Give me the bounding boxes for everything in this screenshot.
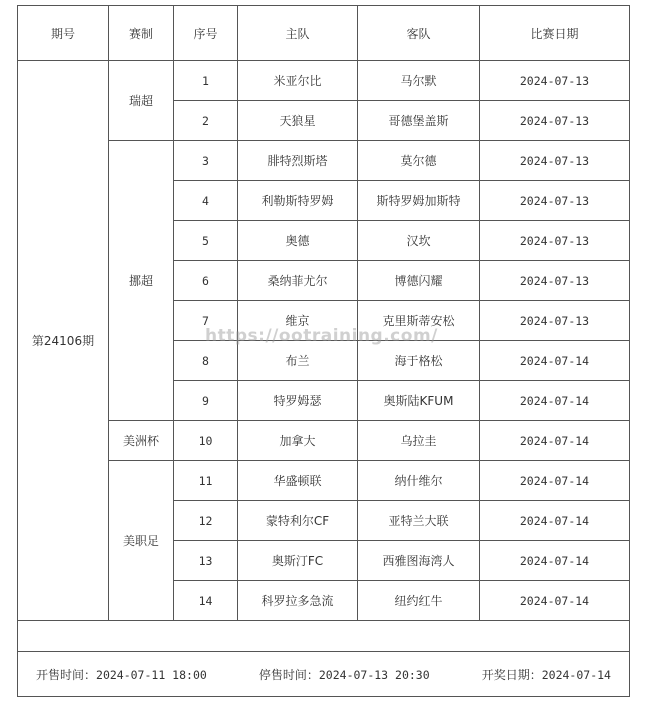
away-cell: 斯特罗姆加斯特 [358,181,480,221]
league-cell: 美洲杯 [109,421,174,461]
seq-cell: 7 [174,301,238,341]
home-cell: 桑纳菲尤尔 [238,261,358,301]
seq-cell: 14 [174,581,238,621]
header-away: 客队 [358,6,480,61]
league-cell: 瑞超 [109,61,174,141]
date-cell: 2024-07-14 [480,501,630,541]
away-cell: 莫尔德 [358,141,480,181]
home-cell: 利勒斯特罗姆 [238,181,358,221]
home-cell: 特罗姆瑟 [238,381,358,421]
issue-cell: 第24106期 [18,61,109,621]
seq-cell: 11 [174,461,238,501]
away-cell: 海于格松 [358,341,480,381]
table-row [18,141,630,181]
date-cell: 2024-07-13 [480,141,630,181]
seq-cell: 10 [174,421,238,461]
seq-cell: 6 [174,261,238,301]
away-cell: 克里斯蒂安松 [358,301,480,341]
date-cell: 2024-07-13 [480,301,630,341]
date-cell: 2024-07-13 [480,181,630,221]
date-cell: 2024-07-14 [480,581,630,621]
seq-cell: 3 [174,141,238,181]
header-row [18,6,630,61]
table-row [18,461,630,501]
away-cell: 哥德堡盖斯 [358,101,480,141]
away-cell: 博德闪耀 [358,261,480,301]
seq-cell: 5 [174,221,238,261]
date-cell: 2024-07-13 [480,261,630,301]
sale-info [18,666,629,683]
away-cell: 乌拉圭 [358,421,480,461]
away-cell: 纳什维尔 [358,461,480,501]
home-cell: 科罗拉多急流 [238,581,358,621]
watermark-text: https://ootraining.com/ [205,326,438,346]
date-cell: 2024-07-14 [480,421,630,461]
home-cell: 布兰 [238,341,358,381]
seq-cell: 1 [174,61,238,101]
table-row [18,421,630,461]
header-issue: 期号 [18,6,109,61]
home-cell: 奥德 [238,221,358,261]
spacer-row [18,621,630,652]
away-cell: 西雅图海湾人 [358,541,480,581]
sale-stop: 停售时间：2024-07-13 20:30 [258,667,430,682]
date-cell: 2024-07-14 [480,341,630,381]
draw-date: 开奖日期：2024-07-14 [481,667,611,682]
seq-cell: 12 [174,501,238,541]
date-cell: 2024-07-13 [480,101,630,141]
home-cell: 米亚尔比 [238,61,358,101]
header-home: 主队 [238,6,358,61]
away-cell: 亚特兰大联 [358,501,480,541]
seq-cell: 8 [174,341,238,381]
away-cell: 奥斯陆KFUM [358,381,480,421]
home-cell: 维京 [238,301,358,341]
home-cell: 奥斯汀FC [238,541,358,581]
seq-cell: 13 [174,541,238,581]
date-cell: 2024-07-13 [480,61,630,101]
away-cell: 汉坎 [358,221,480,261]
date-cell: 2024-07-14 [480,381,630,421]
sale-start: 开售时间：2024-07-11 18:00 [36,667,207,682]
home-cell: 腓特烈斯塔 [238,141,358,181]
lottery-page [17,5,629,697]
date-cell: 2024-07-13 [480,221,630,261]
seq-cell: 4 [174,181,238,221]
match-table [17,5,630,697]
header-seq: 序号 [174,6,238,61]
league-cell: 挪超 [109,141,174,421]
table-row [18,61,630,101]
footer-row [18,652,630,697]
date-cell: 2024-07-14 [480,461,630,501]
away-cell: 纽约红牛 [358,581,480,621]
seq-cell: 2 [174,101,238,141]
home-cell: 天狼星 [238,101,358,141]
league-cell: 美职足 [109,461,174,621]
header-league: 赛制 [109,6,174,61]
seq-cell: 9 [174,381,238,421]
away-cell: 马尔默 [358,61,480,101]
home-cell: 蒙特利尔CF [238,501,358,541]
header-date: 比赛日期 [480,6,630,61]
home-cell: 加拿大 [238,421,358,461]
date-cell: 2024-07-14 [480,541,630,581]
home-cell: 华盛顿联 [238,461,358,501]
